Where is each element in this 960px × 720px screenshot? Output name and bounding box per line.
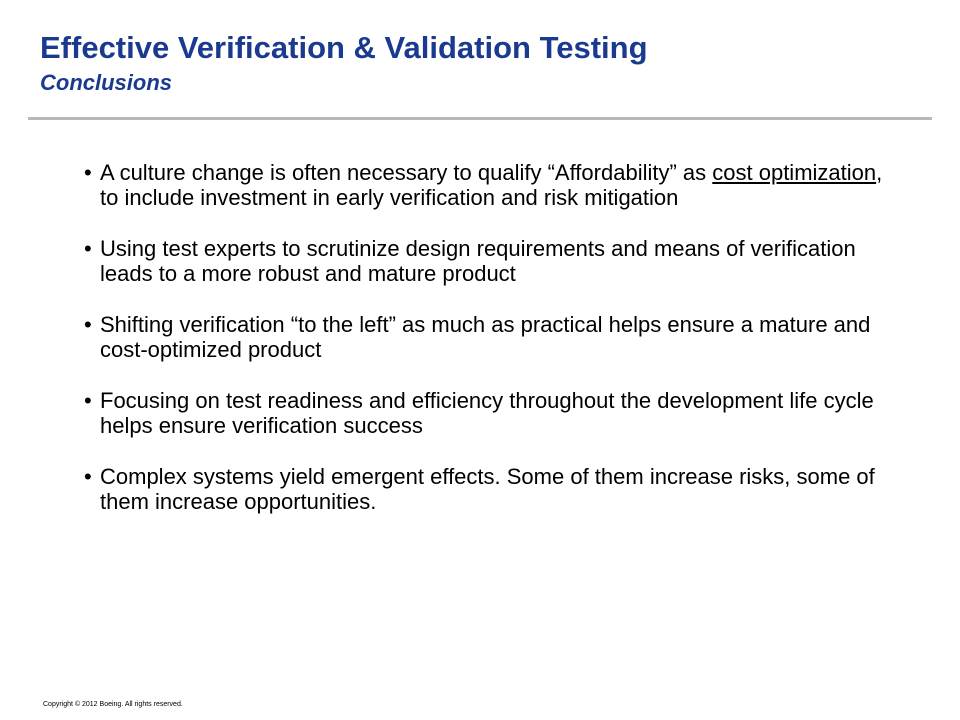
bullet-text-start: A culture change is often necessary to qualify “Affordability” as xyxy=(100,160,713,185)
slide-title: Effective Verification & Validation Testing xyxy=(40,30,648,65)
bullet-marker: • xyxy=(84,388,92,413)
bullet-marker: • xyxy=(84,160,92,185)
bullet-item-test-experts xyxy=(84,236,884,286)
bullet-marker: • xyxy=(84,312,92,337)
underlined-phrase: cost optimization xyxy=(712,160,877,185)
bullet-text: Focusing on test readiness and efficiency throughout the development life cycle helps ensure verification success xyxy=(100,388,874,438)
bullet-item-emergent-effects xyxy=(84,464,884,514)
bullet-text: Using test experts to scrutinize design requirements and means of verification leads to a more robust and mature product xyxy=(100,236,856,286)
bullet-marker: • xyxy=(84,464,92,489)
bullet-list xyxy=(84,160,884,540)
slide-subtitle: Conclusions xyxy=(40,70,173,95)
title-divider xyxy=(28,117,932,120)
bullet-item-culture-change xyxy=(84,160,884,210)
bullet-item-test-readiness xyxy=(84,388,884,438)
copyright-notice: Copyright © 2012 Boeing. All rights reserved. xyxy=(43,701,183,708)
bullet-text: Shifting verification “to the left” as much as practical helps ensure a mature and cost-optimized product xyxy=(100,312,871,362)
bullet-text: Complex systems yield emergent effects. Some of them increase risks, some of them increase opportunities. xyxy=(100,464,875,514)
bullet-marker: • xyxy=(84,236,92,261)
bullet-text-end: , to include investment in early verification and risk mitigation xyxy=(100,160,883,210)
bullet-item-shift-left xyxy=(84,312,884,362)
